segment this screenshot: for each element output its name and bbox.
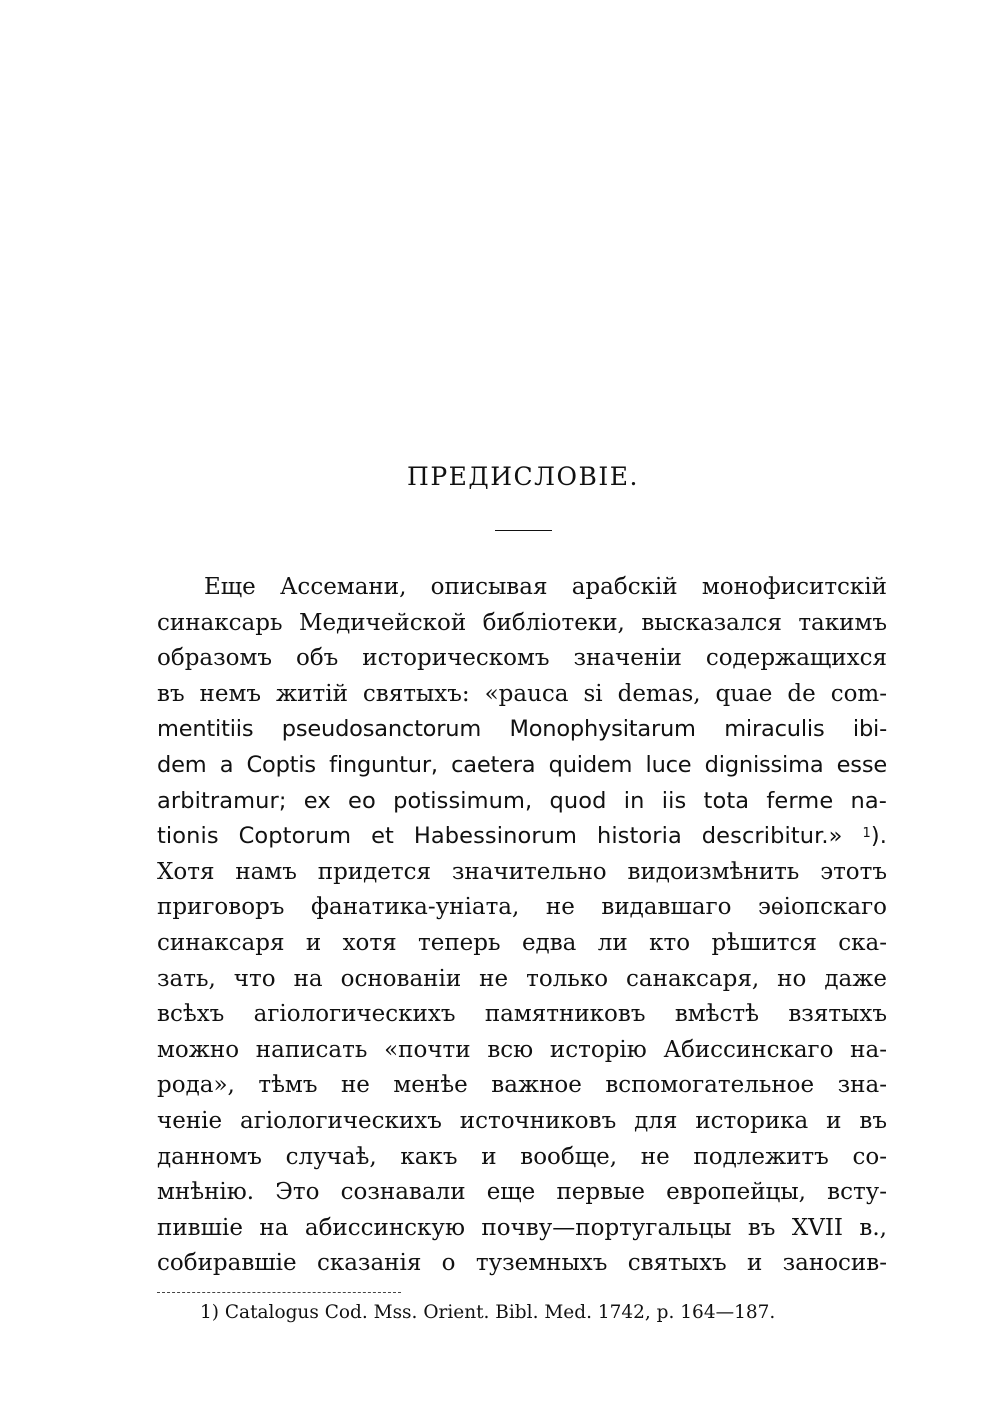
text-line-content: tionis Coptorum et Habessinorum historia describitur.» <box>157 823 843 850</box>
text-line: собиравшіе сказанія о туземныхъ святыхъ и заносив- <box>157 1250 887 1277</box>
text-line: ченіе агіологическихъ источниковъ для историка и въ <box>157 1107 887 1134</box>
text-line: dem a Coptis finguntur, caetera quidem luce dignissima esse <box>157 751 887 778</box>
text-line: Хотя намъ придется значительно видоизмѣнить этотъ <box>157 858 887 885</box>
text-line: всѣхъ агіологическихъ памятниковъ вмѣстѣ взятыхъ <box>157 1001 887 1028</box>
text-line: mentitiis pseudosanctorum Monophysitarum miraculis ibi- <box>157 716 887 743</box>
text-line: arbitramur; ex eo potissimum, quod in iis tota ferme na- <box>157 787 887 814</box>
footnote-separator <box>157 1292 401 1293</box>
text-line: въ немъ житій святыхъ: «pauca si demas, quae de com- <box>157 680 887 707</box>
text-line: данномъ случаѣ, какъ и вообще, не подлежитъ со- <box>157 1143 887 1170</box>
text-line: мнѣнію. Это сознавали еще первые европейцы, всту- <box>157 1179 887 1206</box>
text-line: Еще Ассемани, описывая арабскій монофиситскій <box>204 574 887 600</box>
text-line-with-footnote-ref <box>157 819 887 855</box>
text-line: рода», тѣмъ не менѣе важное вспомогательное зна- <box>157 1072 887 1099</box>
text-line: образомъ объ историческомъ значеніи содержащихся <box>157 645 887 672</box>
title-rule <box>495 530 552 531</box>
text-line: синаксарь Медичейской библіотеки, высказался такимъ <box>157 609 887 636</box>
text-line: синаксаря и хотя теперь едва ли кто рѣшится ска- <box>157 929 887 956</box>
text-line: можно написать «почти всю исторію Абиссинскаго на- <box>157 1036 887 1063</box>
footnote-ref-marker: 1 <box>862 826 871 842</box>
footnote-ref-suffix: ). <box>870 823 887 850</box>
preface-paragraph <box>157 570 887 1282</box>
text-line: пившіе на абиссинскую почву—португальцы въ XVII в., <box>157 1214 887 1241</box>
footnote-marker: 1) <box>200 1302 219 1323</box>
page-title: ПРЕДИСЛОВІЕ. <box>407 462 639 491</box>
text-line: приговоръ фанатика-уніата, не видавшаго эѳіопскаго <box>157 894 887 921</box>
footnote-text: Catalogus Cod. Mss. Orient. Bibl. Med. 1742, p. 164—187. <box>224 1302 776 1323</box>
text-line: зать, что на основаніи не только санаксаря, но даже <box>157 965 887 992</box>
footnote <box>200 1300 800 1326</box>
